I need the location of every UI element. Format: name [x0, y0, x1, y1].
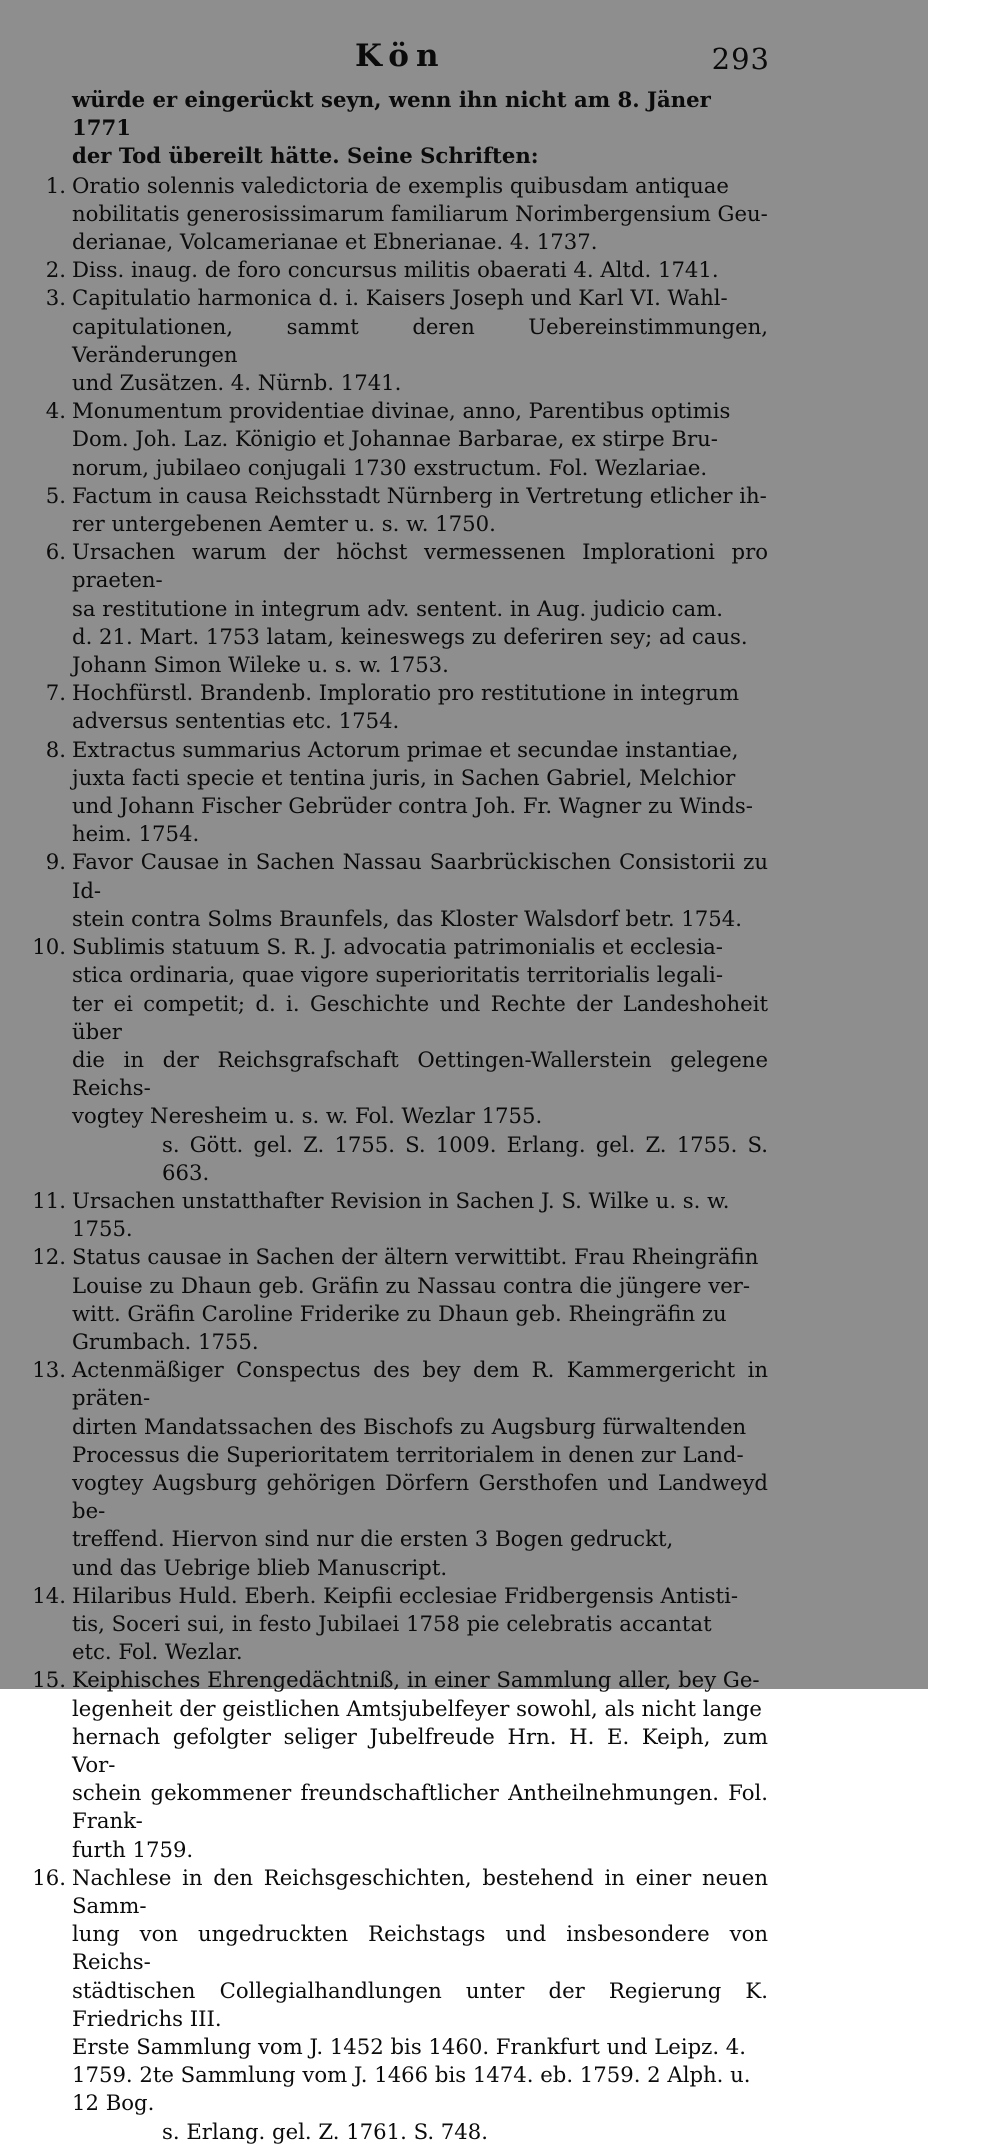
entry-line: Actenmäßiger Conspectus des bey dem R. Kammergericht in präten-	[72, 1357, 768, 1411]
entry-line: Monumentum providentiae divinae, anno, Parentibus optimis	[72, 398, 731, 424]
entry-line: Favor Causae in Sachen Nassau Saarbrückischen Consistorii zu Id-	[72, 849, 768, 903]
entry-number: 16.	[32, 1864, 66, 1890]
entry-line: Grumbach. 1755.	[72, 1328, 259, 1354]
intro-line: würde er eingerückt seyn, wenn ihn nicht am 8. Jäner 1771	[72, 87, 711, 141]
entry-number: 5.	[45, 482, 66, 508]
publication-entry	[28, 538, 768, 679]
entry-line: legenheit der geistlichen Amtsjubelfeyer sowohl, als nicht lange	[72, 1695, 762, 1721]
running-head	[0, 38, 928, 84]
entry-number: 12.	[32, 1244, 66, 1270]
intro-paragraph	[28, 86, 768, 171]
entry-line: capitulationen, sammt deren Uebereinstimmungen, Veränderungen	[72, 313, 768, 367]
entry-number: 2.	[45, 257, 66, 283]
publication-entry	[28, 397, 768, 482]
entry-line: die in der Reichsgrafschaft Oettingen-Wallerstein gelegene Reichs-	[72, 1046, 768, 1101]
entry-number: 14.	[32, 1582, 66, 1608]
publication-entry	[28, 256, 768, 284]
entry-number: 15.	[32, 1667, 66, 1693]
entry-line: Diss. inaug. de foro concursus militis obaerati 4. Altd. 1741.	[72, 257, 719, 283]
publication-entry	[28, 679, 768, 735]
entry-line: dirten Mandatssachen des Bischofs zu Augsburg fürwaltenden	[72, 1413, 747, 1439]
entry-line: 1755.	[72, 1216, 133, 1242]
entry-number: 7.	[45, 680, 66, 706]
entry-line: und Johann Fischer Gebrüder contra Joh. Fr. Wagner zu Winds-	[72, 793, 753, 819]
entry-number: 3.	[45, 285, 66, 311]
entry-line: rer untergebenen Aemter u. s. w. 1750.	[72, 511, 496, 537]
publication-entry	[28, 482, 768, 538]
review-reference: s. Gött. gel. Z. 1755. S. 1009. Erlang. gel. Z. 1755. S. 663.	[162, 1131, 768, 1185]
publication-entry	[28, 1243, 768, 1356]
running-title: Kön	[355, 38, 446, 74]
publication-entry	[28, 1582, 768, 1667]
body-text	[28, 86, 768, 2146]
entry-line: nobilitatis generosissimarum familiarum Norimbergensium Geu-	[72, 200, 768, 226]
entry-line: furth 1759.	[72, 1836, 194, 1862]
entry-line: Factum in causa Reichsstadt Nürnberg in Vertretung etlicher ih-	[72, 482, 767, 508]
entry-line: und das Uebrige blieb Manuscript.	[72, 1554, 448, 1580]
entry-line: tis, Soceri sui, in festo Jubilaei 1758 pie celebratis accantat	[72, 1610, 712, 1636]
entry-line: ter ei competit; d. i. Geschichte und Rechte der Landeshoheit über	[72, 990, 768, 1044]
entry-line: d. 21. Mart. 1753 latam, keineswegs zu deferiren sey; ad caus.	[72, 623, 748, 649]
entry-line: juxta facti specie et tentina juris, in Sachen Gabriel, Melchior	[72, 764, 736, 790]
publication-entry	[28, 1666, 768, 1863]
publication-entry	[28, 1864, 768, 2146]
entry-line: Capitulatio harmonica d. i. Kaisers Joseph und Karl VI. Wahl-	[72, 285, 728, 311]
entry-line: schein gekommener freundschaftlicher Antheilnehmungen. Fol. Frank-	[72, 1780, 768, 1834]
entry-line: Dom. Joh. Laz. Königio et Johannae Barbarae, ex stirpe Bru-	[72, 426, 718, 452]
publication-entry	[28, 172, 768, 257]
entry-line: und Zusätzen. 4. Nürnb. 1741.	[72, 370, 402, 396]
entry-line: etc. Fol. Wezlar.	[72, 1639, 243, 1665]
entry-line: Sublimis statuum S. R. J. advocatia patrimonialis et ecclesia-	[72, 934, 723, 960]
entry-line: Ursachen warum der höchst vermessenen Implorationi pro praeten-	[72, 539, 768, 593]
entry-number: 6.	[45, 539, 66, 565]
page-number: 293	[711, 42, 770, 76]
entry-number: 11.	[32, 1187, 66, 1213]
entry-line: stein contra Solms Braunfels, das Kloster Walsdorf betr. 1754.	[72, 905, 742, 931]
entry-number: 13.	[32, 1357, 66, 1383]
publication-entry	[28, 848, 768, 933]
entry-line: derianae, Volcamerianae et Ebnerianae. 4. 1737.	[72, 229, 598, 255]
entry-line: adversus sententias etc. 1754.	[72, 708, 400, 734]
publication-list	[28, 172, 768, 2146]
entry-line: stica ordinaria, quae vigore superioritatis territorialis legali-	[72, 962, 723, 988]
entry-line: Oratio solennis valedictoria de exemplis quibusdam antiquae	[72, 172, 729, 198]
entry-line: vogtey Augsburg gehörigen Dörfern Gersthofen und Landweyd be-	[72, 1469, 768, 1524]
entry-line: witt. Gräfin Caroline Friderike zu Dhaun geb. Rheingräfin zu	[72, 1300, 727, 1326]
entry-number: 9.	[45, 849, 66, 875]
entry-line: Hochfürstl. Brandenb. Imploratio pro restitutione in integrum	[72, 680, 740, 706]
entry-line: Status causae in Sachen der ältern verwittibt. Frau Rheingräfin	[72, 1244, 759, 1270]
entry-line: Extractus summarius Actorum primae et secundae instantiae,	[72, 736, 739, 762]
review-reference: s. Erlang. gel. Z. 1761. S. 748.	[162, 2118, 488, 2144]
publication-entry	[28, 933, 768, 1187]
entry-number: 4.	[45, 398, 66, 424]
publication-entry	[28, 1187, 768, 1243]
entry-line: städtischen Collegialhandlungen unter der Regierung K. Friedrichs III.	[72, 1977, 768, 2031]
entry-line: norum, jubilaeo conjugali 1730 exstructum. Fol. Wezlariae.	[72, 454, 708, 480]
publication-entry	[28, 1356, 768, 1582]
entry-number: 8.	[45, 736, 66, 762]
entry-line: 12 Bog.	[72, 2090, 155, 2116]
entry-line: Hilaribus Huld. Eberh. Keipfii ecclesiae Fridbergensis Antisti-	[72, 1582, 739, 1608]
entry-line: Nachlese in den Reichsgeschichten, bestehend in einer neuen Samm-	[72, 1864, 768, 1918]
entry-line: hernach gefolgter seliger Jubelfreude Hrn. H. E. Keiph, zum Vor-	[72, 1723, 768, 1777]
entry-line: vogtey Neresheim u. s. w. Fol. Wezlar 1755.	[72, 1103, 543, 1129]
entry-number: 10.	[32, 934, 66, 960]
entry-line: Erste Sammlung vom J. 1452 bis 1460. Frankfurt und Leipz. 4.	[72, 2034, 747, 2060]
entry-line: Keiphisches Ehrengedächtniß, in einer Sammlung aller, bey Ge-	[72, 1667, 760, 1693]
intro-line: der Tod übereilt hätte. Seine Schriften:	[72, 143, 539, 169]
entry-number: 1.	[45, 172, 66, 198]
entry-line: treffend. Hiervon sind nur die ersten 3 Bogen gedruckt,	[72, 1526, 674, 1552]
entry-line: Ursachen unstatthafter Revision in Sachen J. S. Wilke u. s. w.	[72, 1187, 730, 1213]
publication-entry	[28, 736, 768, 849]
entry-line: Johann Simon Wileke u. s. w. 1753.	[72, 652, 449, 678]
entry-line: heim. 1754.	[72, 821, 200, 847]
entry-line: Processus die Superioritatem territorialem in denen zur Land-	[72, 1441, 744, 1467]
publication-entry	[28, 284, 768, 397]
entry-line: sa restitutione in integrum adv. sentent. in Aug. judicio cam.	[72, 595, 723, 621]
entry-line: lung von ungedruckten Reichstags und insbesondere von Reichs-	[72, 1921, 768, 1975]
entry-line: Louise zu Dhaun geb. Gräfin zu Nassau contra die jüngere ver-	[72, 1272, 751, 1298]
entry-line: 1759. 2te Sammlung vom J. 1466 bis 1474. eb. 1759. 2 Alph. u.	[72, 2062, 751, 2088]
